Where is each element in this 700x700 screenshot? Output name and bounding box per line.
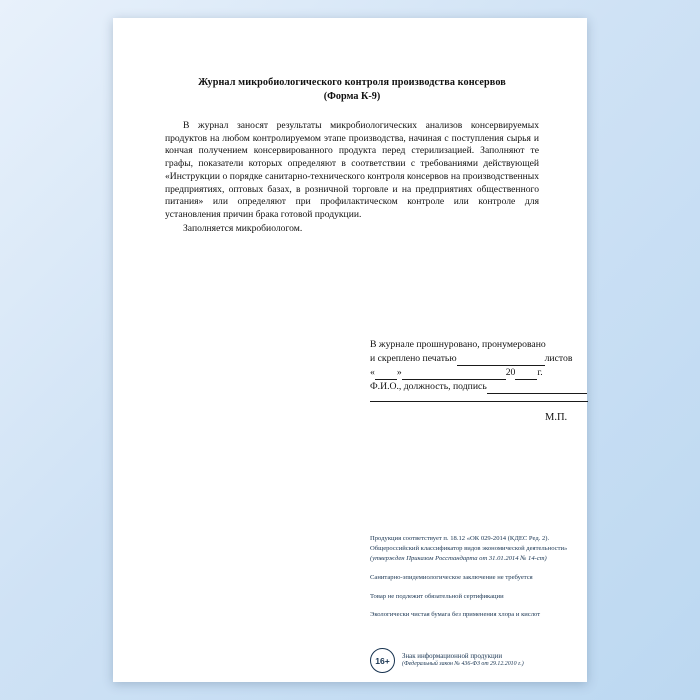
footer-gap-3 bbox=[370, 601, 608, 610]
year-suffix: г. bbox=[537, 367, 543, 379]
date-quote-close: » bbox=[396, 367, 402, 379]
day-blank[interactable] bbox=[375, 370, 397, 380]
page-title: Журнал микробиологического контроля производства консервов bbox=[198, 77, 506, 88]
year-blank[interactable] bbox=[515, 370, 537, 380]
page-subtitle: (Форма К-9) bbox=[323, 90, 381, 102]
sheets-count-blank[interactable] bbox=[457, 356, 545, 366]
certification-line-2-text: и скреплено печатью bbox=[370, 353, 457, 365]
footer-block bbox=[370, 534, 608, 620]
footer-gap-1 bbox=[370, 564, 608, 573]
footer-note-2: Товар не подлежит обязательной сертификации bbox=[370, 592, 504, 600]
age-rating-text bbox=[402, 652, 524, 669]
year-prefix: 20 bbox=[505, 367, 516, 379]
paragraph-1: В журнал заносят результаты микробиологических анализов консервируемых продуктов на любом контролируемом этапе производства, начиная с поступления сырья и кончая получением консервированного продукта перед стерилизацией. Заполняют те графы, показатели которых определяют в соответствии с требованиями действующей «Инструкции о порядке санитарно-технического контроля консервов на производственных предприятиях, оптовых базах, в розничной торговле и на предприятиях общественного питания» или определяют при профилактическом контроле или контроле для установления причин брака готовой продукции. bbox=[165, 119, 539, 221]
intro-text bbox=[165, 120, 539, 236]
document-page bbox=[113, 18, 587, 682]
signature-tail-rule bbox=[370, 401, 588, 402]
age-rating-title: Знак информационной продукции bbox=[402, 652, 503, 660]
document-content bbox=[165, 76, 573, 668]
certification-line-1: В журнале прошнуровано, пронумеровано bbox=[370, 339, 546, 350]
date-quote-open: « bbox=[370, 367, 375, 379]
age-rating-row bbox=[370, 648, 524, 673]
certification-block bbox=[370, 338, 602, 402]
footer-note-3: Экологически чистая бумага без применения хлора и кислот bbox=[370, 611, 541, 619]
footer-note-1: Санитарно-эпидемиологическое заключение не требуется bbox=[370, 573, 533, 581]
certification-line-2 bbox=[370, 352, 602, 366]
footer-line-2: Общероссийский классификатор видов экономической деятельности» bbox=[370, 544, 568, 552]
paragraph-2: Заполняется микробиологом. bbox=[183, 222, 303, 234]
certification-line-2-suffix: листов bbox=[544, 353, 573, 365]
signature-blank[interactable] bbox=[487, 384, 587, 394]
age-rating-icon: 16+ bbox=[370, 648, 395, 673]
age-rating-subtitle: (Федеральный закон № 436-ФЗ от 29.12.2010 г.) bbox=[402, 661, 524, 668]
footer-line-3: (утвержден Приказом Росстандарта от 31.01.2014 № 14-ст) bbox=[370, 554, 547, 562]
month-blank[interactable] bbox=[402, 370, 506, 380]
certification-line-3 bbox=[370, 366, 602, 380]
signature-label: Ф.И.О., должность, подпись bbox=[370, 381, 487, 393]
footer-line-1: Продукция соответствует п. 18.12 «ОК 029-2014 (КДЕС Ред. 2). bbox=[370, 535, 550, 542]
stamp-place-label: М.П. bbox=[545, 412, 568, 423]
footer-gap-2 bbox=[370, 583, 608, 592]
certification-line-4 bbox=[370, 380, 602, 394]
